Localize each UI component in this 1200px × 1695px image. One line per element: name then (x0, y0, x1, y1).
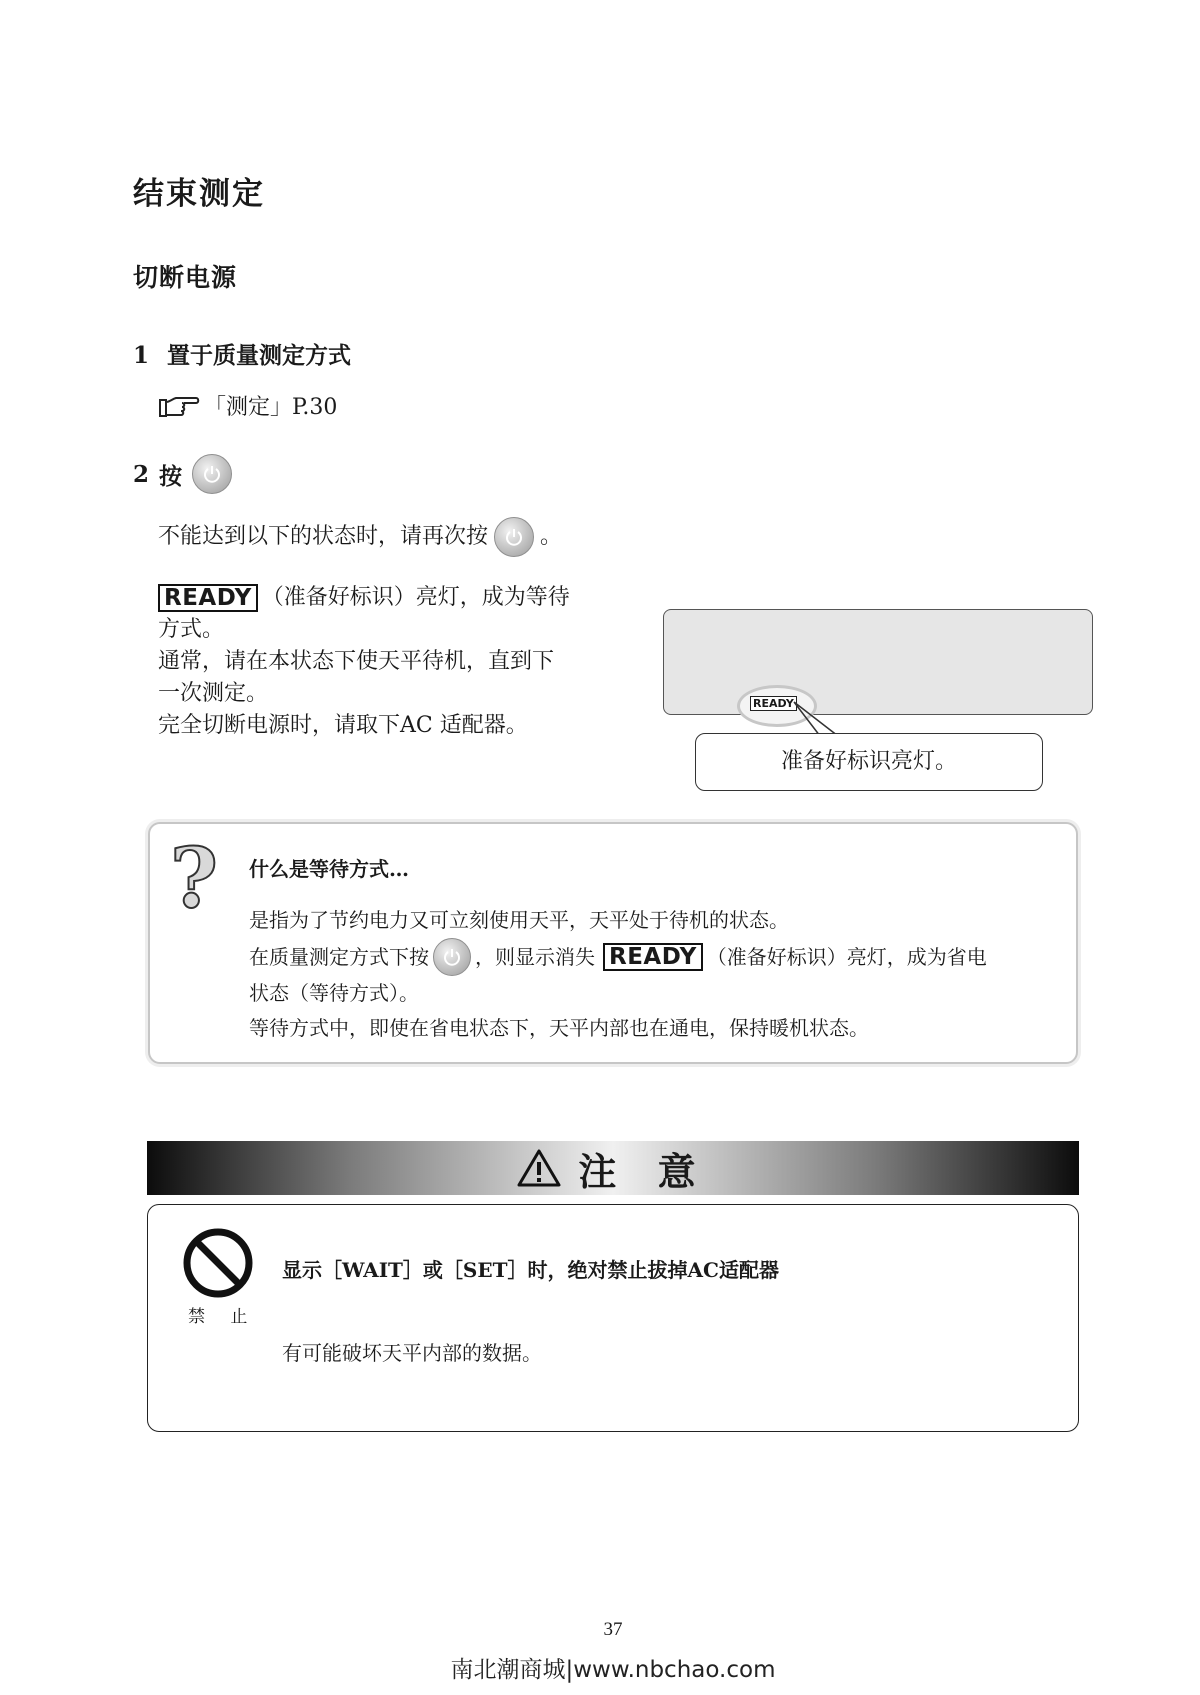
question-mark-icon: ? (170, 831, 219, 927)
caution-title (0, 1141, 1200, 1195)
info-line-1: 是指为了节约电力又可立刻使用天平，天平处于待机的状态。 (249, 908, 789, 932)
step-1-reference (158, 390, 337, 421)
info-title: 什么是等待方式… (249, 857, 409, 881)
info-line-2c: （准备好标识）亮灯，成为省电 (706, 944, 987, 969)
info-line-4: 等待方式中，即使在省电状态下，天平内部也在通电，保持暖机状态。 (249, 1016, 869, 1040)
caution-title-text: 注 意 (578, 1149, 710, 1194)
balance-display-illustration (663, 609, 1093, 715)
caution-heading: 显示［WAIT］或［SET］时，绝对禁止拔掉AC适配器 (282, 1258, 779, 1282)
ready-badge: READY (158, 584, 258, 612)
step-2-number: 2 (133, 460, 150, 488)
step-2-text: 按 (159, 462, 183, 490)
intro-paragraph (158, 517, 562, 557)
prohibit-label: 禁 止 (188, 1307, 258, 1327)
ready-line-3: 通常，请在本状态下使天平待机，直到下 (158, 649, 555, 674)
ready-line-4: 一次测定。 (158, 681, 269, 706)
info-line-3: 状态（等待方式）。 (249, 981, 419, 1005)
ready-badge: READY (603, 943, 703, 971)
power-button-icon (433, 938, 471, 976)
step-1-text: 置于质量测定方式 (167, 342, 352, 369)
info-line-2 (249, 938, 1069, 976)
ready-callout: 准备好标识亮灯。 (695, 733, 1043, 791)
reference-text: 「测定」P.30 (204, 395, 338, 420)
prohibited-icon (182, 1227, 254, 1299)
step-1-number: 1 (133, 342, 150, 369)
info-line-2b: ，则显示消失 (475, 944, 595, 969)
step-1 (133, 337, 351, 370)
intro-end: 。 (540, 524, 563, 549)
power-button-icon (192, 454, 232, 494)
display-ready-indicator: READY (750, 696, 797, 711)
caution-body: 有可能破坏天平内部的数据。 (282, 1341, 542, 1365)
step-2 (133, 454, 232, 494)
warning-triangle-icon (516, 1148, 562, 1188)
intro-text: 不能达到以下的状态时，请再次按 (158, 524, 489, 549)
info-line-2a: 在质量测定方式下按 (249, 944, 429, 969)
ready-line-5: 完全切断电源时，请取下AC 适配器。 (158, 713, 528, 738)
power-button-icon (494, 517, 534, 557)
caution-box (147, 1204, 1079, 1432)
ready-line-1-text: （准备好标识）亮灯，成为等待 (261, 585, 570, 610)
pointing-hand-icon (158, 394, 200, 418)
ready-paragraph (158, 582, 608, 742)
section-title: 结束测定 (133, 176, 265, 212)
watermark: 南北潮商城|www.nbchao.com (450, 1657, 776, 1683)
ready-line-1 (158, 582, 608, 614)
ready-line-2: 方式。 (158, 617, 225, 642)
subsection-title: 切断电源 (133, 263, 238, 292)
info-body (249, 903, 1069, 1046)
page-number: 37 (603, 1619, 623, 1640)
